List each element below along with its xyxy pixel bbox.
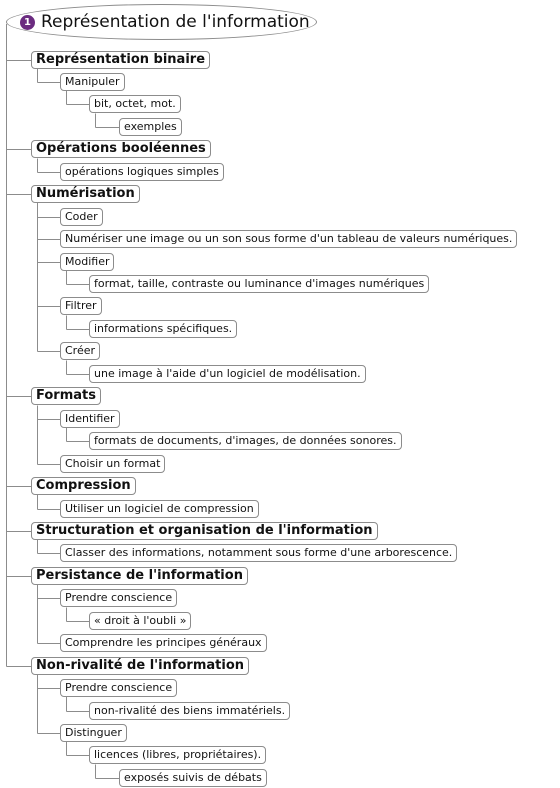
subtopic-node[interactable]: Utiliser un logiciel de compression [60,500,259,518]
branch-node[interactable]: Non-rivalité de l'information [31,657,249,675]
branch-node[interactable]: Numérisation [31,185,140,203]
subtopic-node[interactable]: format, taille, contraste ou luminance d'images numériques [89,275,429,293]
subtopic-node[interactable]: licences (libres, propriétaires). [89,746,266,764]
subtopic-node[interactable]: une image à l'aide d'un logiciel de modélisation. [89,365,366,383]
subtopic-node[interactable]: « droit à l'oubli » [89,612,191,630]
subtopic-node[interactable]: Prendre conscience [60,679,177,697]
branch-node[interactable]: Opérations booléennes [31,140,211,158]
subtopic-node[interactable]: formats de documents, d'images, de données sonores. [89,432,402,450]
subtopic-node[interactable]: Comprendre les principes généraux [60,634,267,652]
subtopic-node[interactable]: Prendre conscience [60,589,177,607]
root-title: Représentation de l'information [41,12,310,32]
subtopic-node[interactable]: Classer des informations, notamment sous forme d'une arborescence. [60,544,457,562]
subtopic-node[interactable]: Choisir un format [60,455,165,473]
subtopic-node[interactable]: exemples [119,118,182,136]
subtopic-node[interactable]: Identifier [60,410,120,428]
branch-node[interactable]: Représentation binaire [31,51,210,69]
subtopic-node[interactable]: Manipuler [60,73,125,91]
subtopic-node[interactable]: exposés suivis de débats [119,769,267,787]
subtopic-node[interactable]: Modifier [60,253,114,271]
branch-node[interactable]: Compression [31,477,136,495]
subtopic-node[interactable]: Filtrer [60,297,102,315]
subtopic-node[interactable]: Distinguer [60,724,127,742]
subtopic-node[interactable]: Numériser une image ou un son sous forme d'un tableau de valeurs numériques. [60,230,517,248]
priority-one-icon: 1 [20,15,35,30]
branch-node[interactable]: Structuration et organisation de l'information [31,522,378,540]
subtopic-node[interactable]: non-rivalité des biens immatériels. [89,702,290,720]
subtopic-node[interactable]: informations spécifiques. [89,320,237,338]
subtopic-node[interactable]: bit, octet, mot. [89,95,181,113]
root-node[interactable] [6,4,317,40]
branch-node[interactable]: Formats [31,387,101,405]
subtopic-node[interactable]: Créer [60,342,100,360]
subtopic-node[interactable]: opérations logiques simples [60,163,224,181]
subtopic-node[interactable]: Coder [60,208,103,226]
branch-node[interactable]: Persistance de l'information [31,567,248,585]
